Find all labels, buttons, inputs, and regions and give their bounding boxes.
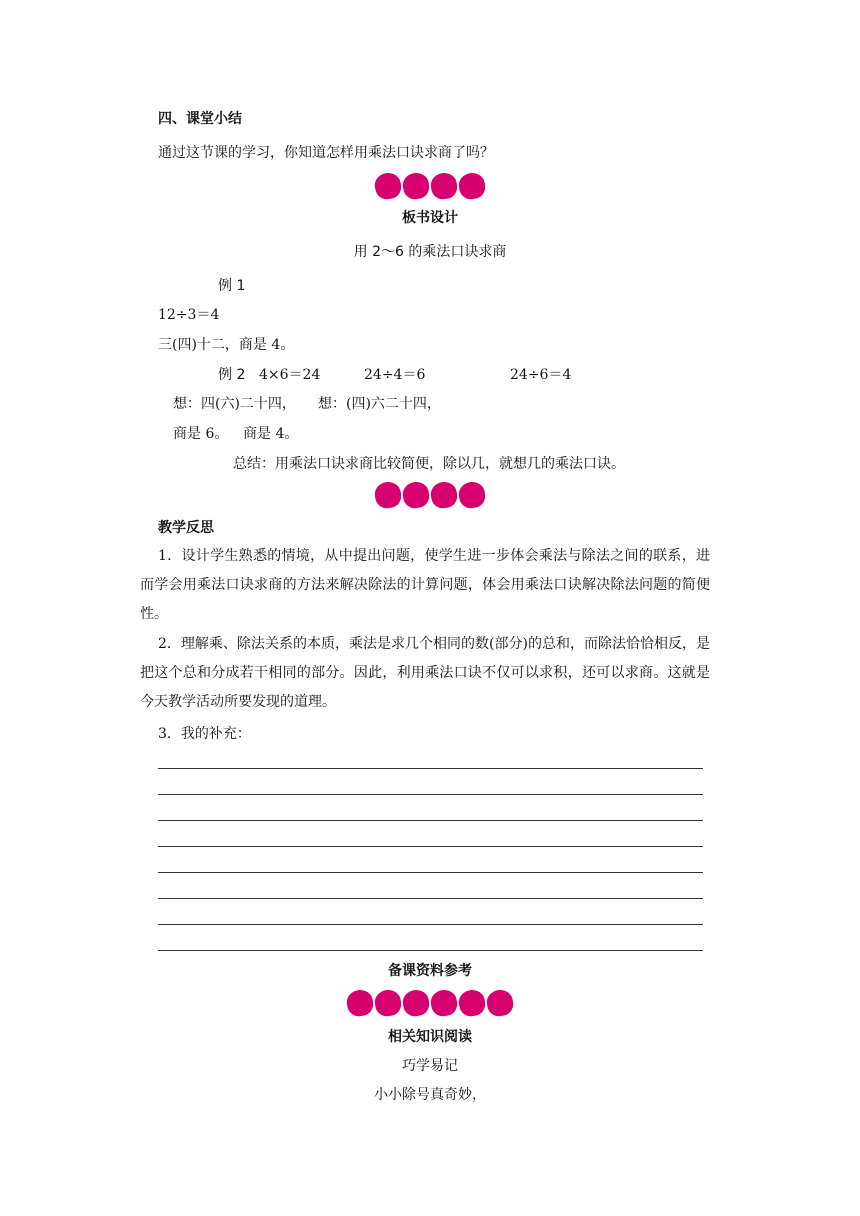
example2-label: 例 2 [218, 367, 246, 383]
reading-title: 相关知识阅读 [388, 1029, 472, 1045]
reflection-paragraph-1: 1．设计学生熟悉的情境，从中提出问题，使学生进一步体会乘法与除法之间的联系，进而学会用乘法口诀求商的方法来解决除法的计算问题，体会用乘法口诀解决除法问题的简便性。 [140, 548, 710, 622]
example1-equation: 12÷3＝4 [158, 307, 220, 323]
writing-line [158, 768, 703, 769]
writing-line [158, 794, 703, 795]
dot-icon [373, 988, 402, 1017]
writing-line [158, 820, 703, 821]
quotient-line2: 商是 4。 [243, 426, 299, 442]
reflection-paragraph-2: 2．理解乘、除法关系的本质，乘法是求几个相同的数(部分)的总和，而除法恰恰相反，是把这个总和分成若干相同的部分。因此，利用乘法口诀不仅可以求积，还可以求商。这就是今天教学活动所要发现的道理。 [140, 636, 710, 710]
reflection-paragraph-3: 3．我的补充： [158, 726, 251, 742]
reflection-title: 教学反思 [158, 520, 214, 536]
decorative-dots [0, 482, 860, 508]
poem-title: 巧学易记 [402, 1058, 458, 1074]
dot-icon [401, 988, 430, 1017]
poem-line: 小小除号真奇妙， [374, 1087, 486, 1103]
decorative-dots [0, 173, 860, 199]
example1-note: 三(四)十二，商是 4。 [158, 337, 295, 353]
writing-line [158, 924, 703, 925]
dot-icon [401, 171, 430, 200]
writing-line [158, 846, 703, 847]
example2-equation3: 24÷6＝4 [510, 367, 572, 383]
dot-icon [485, 988, 514, 1017]
summary-question: 通过这节课的学习，你知道怎样用乘法口诀求商了吗？ [158, 145, 494, 161]
board-summary: 总结：用乘法口诀求商比较简便，除以几，就想几的乘法口诀。 [233, 456, 625, 472]
dot-icon [429, 988, 458, 1017]
dot-icon [373, 480, 402, 509]
dot-icon [429, 171, 458, 200]
dot-icon [401, 480, 430, 509]
dot-icon [373, 171, 402, 200]
think-line1: 想：四(六)二十四， [173, 396, 296, 412]
dot-icon [345, 988, 374, 1017]
writing-line [158, 872, 703, 873]
writing-line [158, 950, 703, 951]
example2-equation2: 24÷4＝6 [364, 367, 426, 383]
writing-line [158, 898, 703, 899]
dot-icon [457, 988, 486, 1017]
dot-icon [457, 171, 486, 200]
decorative-dots [0, 990, 860, 1016]
dot-icon [457, 480, 486, 509]
example1-label: 例 1 [218, 278, 246, 294]
reference-title: 备课资料参考 [388, 963, 472, 979]
think-line2: 想：(四)六二十四， [318, 396, 441, 412]
section-heading: 四、课堂小结 [158, 111, 242, 127]
board-subtitle: 用 2～6 的乘法口诀求商 [353, 244, 507, 260]
quotient-line1: 商是 6。 [173, 426, 229, 442]
board-title: 板书设计 [402, 210, 458, 226]
dot-icon [429, 480, 458, 509]
example2-equation1: 4×6＝24 [259, 367, 321, 383]
